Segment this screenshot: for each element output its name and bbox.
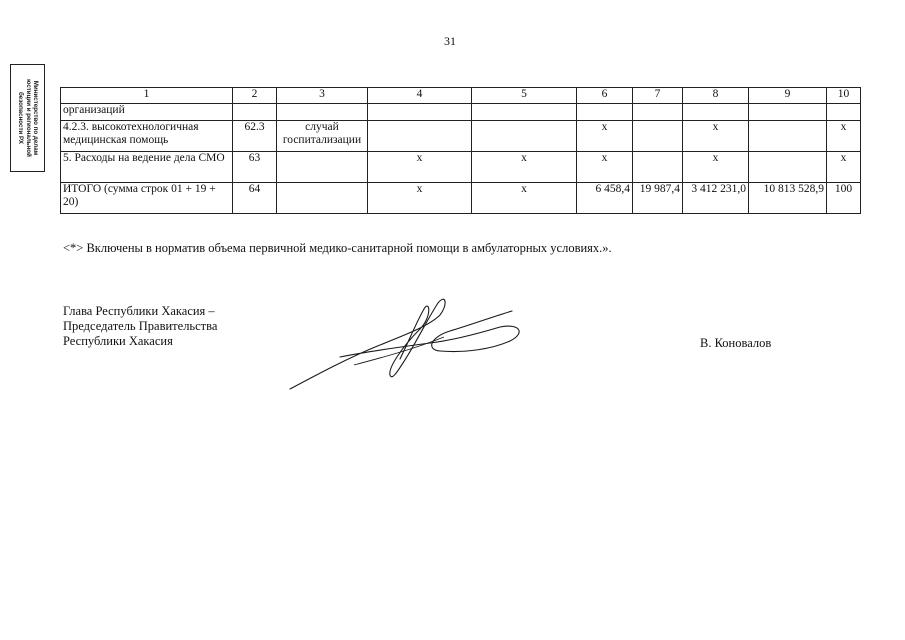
table-cell: х — [577, 121, 633, 152]
signer-name: В. Коновалов — [700, 336, 772, 350]
registration-stamp — [10, 64, 45, 172]
handwritten-signature — [280, 285, 540, 395]
table-cell — [633, 104, 683, 121]
header-cell: 1 — [61, 88, 233, 104]
table-cell: х — [472, 152, 577, 183]
header-cell: 10 — [827, 88, 861, 104]
table-row — [61, 152, 861, 183]
table-cell: 10 813 528,9 — [749, 183, 827, 214]
header-cell: 5 — [472, 88, 577, 104]
signer-title-line-2: Председатель Правительства — [63, 319, 218, 333]
row-code-cell: 64 — [233, 183, 277, 214]
table-cell — [683, 104, 749, 121]
table-row — [61, 104, 861, 121]
row-unit-cell: случай госпитализации — [277, 121, 368, 152]
table-cell: х — [368, 183, 472, 214]
row-code-cell: 63 — [233, 152, 277, 183]
table-cell — [472, 121, 577, 152]
row-unit-cell — [277, 152, 368, 183]
table-cell — [749, 152, 827, 183]
table-cell: 3 412 231,0 — [683, 183, 749, 214]
row-unit-cell — [277, 183, 368, 214]
table-cell — [749, 104, 827, 121]
footnote: <*> Включены в норматив объема первичной медико-санитарной помощи в амбулаторных условиях.». — [63, 241, 612, 255]
table-cell — [472, 104, 577, 121]
table-cell: х — [827, 121, 861, 152]
header-cell: 8 — [683, 88, 749, 104]
table-header-row — [61, 88, 861, 104]
table-row — [61, 121, 861, 152]
signer-title-line-1: Глава Республики Хакасия – — [63, 304, 215, 318]
header-cell: 7 — [633, 88, 683, 104]
row-name-cell: 5. Расходы на ведение дела СМО — [61, 152, 233, 183]
table-cell: х — [472, 183, 577, 214]
signer-title — [63, 304, 313, 349]
table-cell — [633, 152, 683, 183]
table-cell: х — [368, 152, 472, 183]
page-number: 31 — [444, 34, 456, 48]
table-row — [61, 183, 861, 214]
table-cell: 19 987,4 — [633, 183, 683, 214]
table-cell: 100 — [827, 183, 861, 214]
header-cell: 4 — [368, 88, 472, 104]
header-cell: 3 — [277, 88, 368, 104]
table-cell: х — [577, 152, 633, 183]
header-cell: 6 — [577, 88, 633, 104]
stamp-line-1: Министерство по делам — [31, 80, 39, 156]
table-cell — [368, 104, 472, 121]
header-cell: 2 — [233, 88, 277, 104]
stamp-line-2: юстиции и региональной — [24, 79, 32, 157]
table-cell — [577, 104, 633, 121]
row-name-cell: 4.2.3. высокотехнологичная медицинская помощь — [61, 121, 233, 152]
row-unit-cell — [277, 104, 368, 121]
table-cell — [368, 121, 472, 152]
data-table — [60, 87, 861, 214]
stamp-text — [16, 66, 38, 170]
table-cell — [633, 121, 683, 152]
signer-title-line-3: Республики Хакасия — [63, 334, 173, 348]
stamp-line-3: безопасности РХ — [16, 91, 24, 145]
table-cell: х — [683, 152, 749, 183]
row-code-cell — [233, 104, 277, 121]
table-cell: 6 458,4 — [577, 183, 633, 214]
table-cell: х — [827, 152, 861, 183]
table-cell — [827, 104, 861, 121]
header-cell: 9 — [749, 88, 827, 104]
row-code-cell: 62.3 — [233, 121, 277, 152]
row-name-cell: организаций — [61, 104, 233, 121]
row-name-cell: ИТОГО (сумма строк 01 + 19 + 20) — [61, 183, 233, 214]
table-cell: х — [683, 121, 749, 152]
table-cell — [749, 121, 827, 152]
